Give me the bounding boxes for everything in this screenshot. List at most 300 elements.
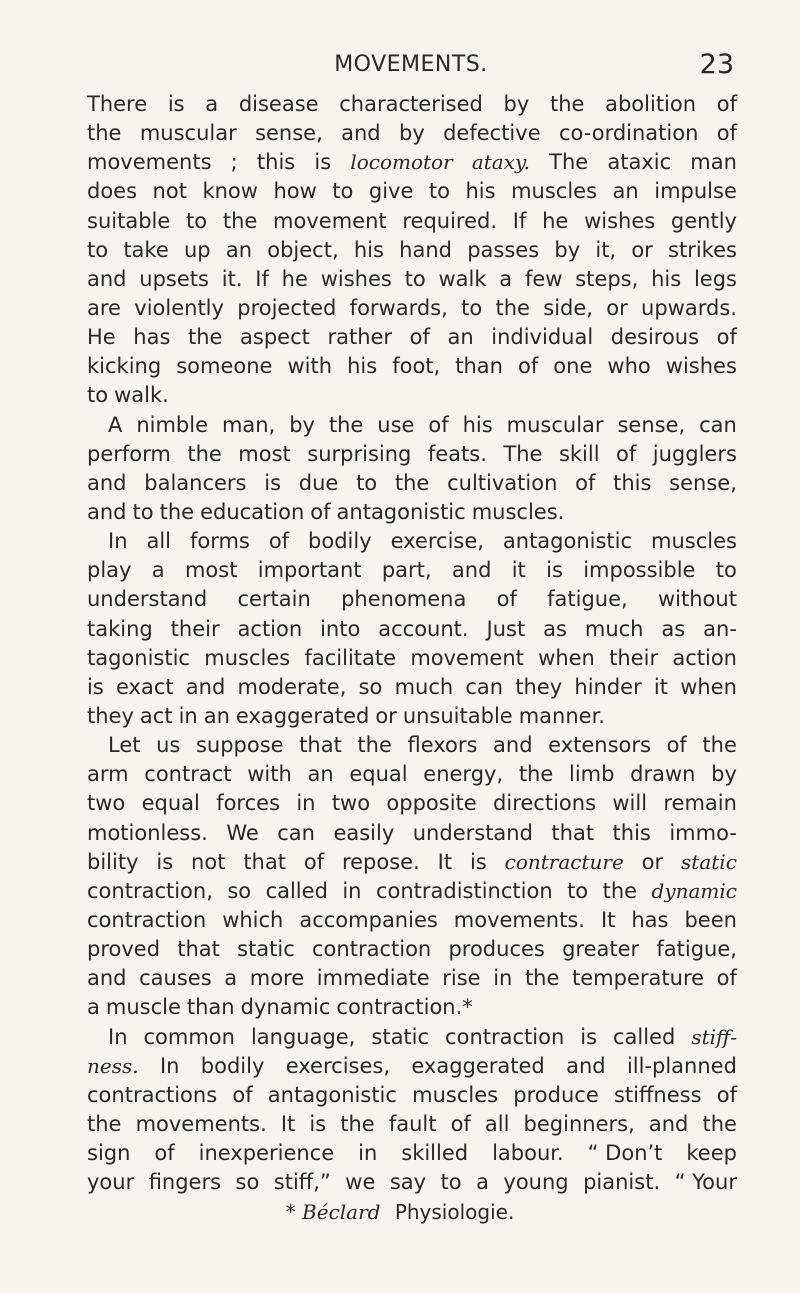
word: is <box>156 849 174 874</box>
word: sense, <box>669 470 737 495</box>
word: so <box>227 878 252 903</box>
word: required. <box>402 208 498 233</box>
word: use <box>377 412 415 437</box>
word: movements <box>87 150 212 175</box>
word: is <box>580 1024 598 1049</box>
word: to <box>356 470 378 495</box>
word: keep <box>686 1141 737 1166</box>
word: causes <box>139 966 212 991</box>
word: of <box>518 354 539 379</box>
word: a <box>224 966 238 991</box>
word: movement <box>273 208 387 233</box>
word: or <box>631 237 653 262</box>
word: to <box>404 266 426 291</box>
italic-word: ness. <box>87 1053 139 1078</box>
word: abolition <box>605 92 697 116</box>
word: walk. <box>114 383 169 408</box>
word: and <box>341 121 381 146</box>
word: contraction, <box>87 878 213 903</box>
word: how <box>273 179 317 204</box>
word: of <box>303 849 325 874</box>
word: strikes <box>668 237 737 262</box>
word: that <box>243 849 286 874</box>
word: upwards. <box>641 295 737 320</box>
word: of <box>428 412 449 437</box>
text-line <box>87 90 737 119</box>
word: Let <box>108 733 141 758</box>
word: the <box>394 470 430 495</box>
word: been <box>684 907 737 932</box>
word: a <box>499 266 513 291</box>
word: us <box>156 733 181 758</box>
word: due <box>298 470 339 495</box>
word: fatigue, <box>656 937 737 962</box>
word: inexperience <box>198 1141 335 1166</box>
word: the <box>702 733 737 758</box>
word: cultivation <box>447 470 558 495</box>
text-line <box>87 177 737 206</box>
word: individual <box>491 325 594 350</box>
word: contraction <box>445 1024 565 1049</box>
word: up <box>183 237 211 262</box>
text-line <box>87 381 737 410</box>
word: one <box>553 354 593 379</box>
word: the <box>524 966 560 991</box>
word: or <box>606 295 628 320</box>
word: his <box>465 179 496 204</box>
word: produces <box>448 937 545 962</box>
text-line <box>87 964 737 993</box>
text-line <box>87 265 737 294</box>
word: is <box>546 558 563 583</box>
word: In <box>108 1024 128 1049</box>
word: of <box>268 529 290 554</box>
word: contract <box>144 762 232 787</box>
word: hand <box>399 237 452 262</box>
word: to <box>461 295 483 320</box>
word: two <box>87 791 126 816</box>
word: sense, <box>617 412 686 437</box>
word: gently <box>670 208 737 233</box>
word: static <box>371 1024 430 1049</box>
word: immediate <box>316 966 430 991</box>
word: sense, <box>255 121 323 146</box>
word: the <box>188 325 223 350</box>
text-line <box>87 789 737 818</box>
word: of <box>716 1082 737 1107</box>
word: action <box>672 645 737 670</box>
word: movements. <box>453 907 585 932</box>
word: kicking <box>87 354 162 379</box>
word: someone <box>176 354 273 379</box>
word: a <box>476 1170 489 1195</box>
word: In <box>159 1053 180 1078</box>
word: jugglers <box>652 441 737 466</box>
word: this <box>612 820 651 845</box>
word: know <box>202 179 258 204</box>
text-line <box>87 1023 737 1052</box>
word: rise <box>442 966 481 991</box>
word: feats. <box>427 441 487 466</box>
word: bodily <box>308 529 372 554</box>
word: If <box>512 208 527 233</box>
word: in <box>296 791 316 816</box>
word: can <box>699 412 737 437</box>
text-line <box>87 1110 737 1139</box>
word: in <box>178 703 198 728</box>
word: called <box>613 1024 676 1049</box>
text-line <box>87 731 737 760</box>
word: rather <box>327 325 393 350</box>
word: of <box>716 966 737 991</box>
word: wishes <box>665 354 737 379</box>
word: are <box>87 295 121 320</box>
word: of <box>616 441 637 466</box>
word: in <box>358 1141 378 1166</box>
text-line <box>87 644 737 673</box>
word: the <box>340 1111 375 1136</box>
word: muscles <box>511 179 598 204</box>
word: movements. <box>135 1111 267 1136</box>
word: surprising <box>307 441 412 466</box>
word: is <box>87 674 104 699</box>
word: and <box>566 1053 606 1078</box>
word: education <box>200 499 305 524</box>
word: called <box>265 878 328 903</box>
word: “ Your <box>674 1170 737 1195</box>
word: If <box>255 266 269 291</box>
word: A <box>108 412 123 437</box>
word: that <box>177 937 220 962</box>
word: as <box>661 616 686 641</box>
word: the <box>187 441 222 466</box>
word: of <box>310 499 331 524</box>
page-header <box>88 48 734 82</box>
word: most <box>238 441 291 466</box>
word: the <box>87 1111 122 1136</box>
italic-word: dynamic <box>651 878 737 903</box>
word: hinder <box>574 674 642 699</box>
word: than <box>186 995 235 1020</box>
word: so <box>358 674 383 699</box>
word: his <box>353 237 384 262</box>
word: an <box>612 179 639 204</box>
word: It <box>437 849 453 874</box>
word: He <box>87 325 116 350</box>
word: by <box>711 762 737 787</box>
word: an <box>307 762 334 787</box>
word: desirous <box>610 325 700 350</box>
footnote <box>0 1200 800 1224</box>
word: his <box>462 412 493 437</box>
word: man <box>690 150 737 175</box>
word: drawn <box>630 762 696 787</box>
word: projected <box>237 295 337 320</box>
word: moderate, <box>237 674 347 699</box>
word: wishes <box>320 266 392 291</box>
word: to <box>715 558 737 583</box>
word: co-ordination <box>558 121 699 146</box>
word: in <box>342 878 362 903</box>
word: and <box>87 499 127 524</box>
word: this <box>613 470 652 495</box>
text-line <box>87 702 737 731</box>
word: exercise, <box>390 529 484 554</box>
word: to <box>87 383 109 408</box>
word: violently <box>134 295 224 320</box>
word: immo- <box>669 820 737 845</box>
word: young <box>503 1170 569 1195</box>
word: more <box>249 966 305 991</box>
word: phenomena <box>341 587 467 612</box>
word: ill-planned <box>626 1053 737 1078</box>
word: muscular <box>139 121 237 146</box>
word: so <box>235 1170 260 1195</box>
word: muscle <box>105 995 181 1020</box>
italic-word: stiff- <box>691 1024 737 1049</box>
text-line <box>87 877 737 906</box>
word: fatigue, <box>547 587 628 612</box>
word: few <box>524 266 563 291</box>
text-line <box>87 411 737 440</box>
word: or <box>641 849 664 874</box>
word: legs <box>693 266 737 291</box>
word: say <box>389 1170 427 1195</box>
word: an <box>203 703 230 728</box>
word: muscles <box>412 1082 499 1107</box>
word: with <box>247 762 292 787</box>
text-line <box>87 1139 737 1168</box>
word: of <box>716 92 737 116</box>
word: movement <box>410 645 524 670</box>
word: greater <box>562 937 640 962</box>
word: in <box>493 966 513 991</box>
word: the <box>357 733 392 758</box>
text-line <box>87 294 737 323</box>
word: we <box>345 1170 376 1195</box>
word: will <box>612 791 648 816</box>
text-line <box>87 615 737 644</box>
word: understand <box>87 587 208 612</box>
footnote-author: Béclard <box>302 1200 381 1224</box>
word: their <box>170 616 220 641</box>
word: is <box>314 150 332 175</box>
word: forms <box>189 529 250 554</box>
word: act <box>139 703 173 728</box>
word: the <box>87 121 122 146</box>
word: to <box>132 499 154 524</box>
word: “ Don’t <box>587 1141 663 1166</box>
word: into <box>320 616 361 641</box>
word: they <box>515 674 563 699</box>
word: to <box>440 1170 462 1195</box>
word: Just <box>486 616 526 641</box>
word: of <box>716 121 737 146</box>
word: has <box>631 907 669 932</box>
word: contradistinction <box>375 878 553 903</box>
word: is <box>264 470 282 495</box>
word: dynamic <box>240 995 331 1020</box>
word: of <box>154 1141 175 1166</box>
italic-word: static <box>681 849 737 874</box>
text-line <box>87 119 737 148</box>
word: It <box>280 1111 296 1136</box>
word: muscular <box>506 412 604 437</box>
word: antagonistic <box>267 1082 397 1107</box>
word: extensors <box>548 733 651 758</box>
word: most <box>184 558 238 583</box>
word: static <box>237 937 295 962</box>
word: when <box>680 674 737 699</box>
word: to <box>567 878 589 903</box>
word: to <box>87 237 109 262</box>
word: the <box>518 762 554 787</box>
word: and <box>87 966 127 991</box>
word: bility <box>87 849 139 874</box>
italic-word: locomotor <box>350 150 453 175</box>
word: flexors <box>407 733 478 758</box>
word: produce <box>513 1082 599 1107</box>
word: man, <box>221 412 276 437</box>
word: equal <box>141 791 200 816</box>
word: directions <box>493 791 597 816</box>
word: it <box>511 558 526 583</box>
text-line <box>87 1081 737 1110</box>
word: muscles <box>651 529 737 554</box>
word: all <box>146 529 172 554</box>
word: defective <box>443 121 541 146</box>
word: forwards, <box>349 295 448 320</box>
word: and <box>185 674 226 699</box>
text-line <box>87 819 737 848</box>
body-text <box>87 90 737 1197</box>
word: remain <box>663 791 737 816</box>
word: two <box>331 791 371 816</box>
word: his <box>347 354 378 379</box>
word: that <box>551 820 595 845</box>
word: who <box>607 354 651 379</box>
word: exaggerated <box>411 1053 545 1078</box>
word: it <box>653 674 668 699</box>
word: It <box>600 907 616 932</box>
word: of <box>666 733 687 758</box>
word: not <box>152 179 187 204</box>
word: characterised <box>339 92 483 116</box>
word: understand <box>412 820 533 845</box>
word: impossible <box>583 558 696 583</box>
word: antagonistic <box>502 529 633 554</box>
text-line <box>87 207 737 236</box>
word: can <box>465 674 504 699</box>
word: energy, <box>423 762 504 787</box>
word: walk <box>438 266 487 291</box>
word: part, <box>381 558 432 583</box>
word: the <box>702 1111 737 1136</box>
word: language, <box>250 1024 356 1049</box>
word: impulse <box>654 179 737 204</box>
word: and <box>648 1111 689 1136</box>
word: it. <box>221 266 243 291</box>
word: taking <box>87 616 153 641</box>
word: aspect <box>240 325 310 350</box>
word: he <box>281 266 308 291</box>
word: contractions <box>87 1082 218 1107</box>
word: certain <box>237 587 311 612</box>
word: is <box>167 92 185 116</box>
word: a <box>205 92 219 116</box>
word: without <box>657 587 737 612</box>
word: with <box>287 354 333 379</box>
word: the <box>549 92 585 116</box>
text-line <box>87 585 737 614</box>
word: by <box>503 92 530 116</box>
word: account. <box>378 616 469 641</box>
word: bodily <box>200 1053 265 1078</box>
word: nimble <box>136 412 208 437</box>
word: arm <box>87 762 129 787</box>
word: There <box>87 92 148 116</box>
text-line <box>87 148 737 177</box>
word: exaggerated <box>235 703 370 728</box>
text-line <box>87 760 737 789</box>
word: by <box>289 412 315 437</box>
word: perform <box>87 441 171 466</box>
word: exercises, <box>285 1053 391 1078</box>
word: suitable <box>87 208 171 233</box>
word: upsets <box>139 266 209 291</box>
word: opposite <box>386 791 477 816</box>
word: action <box>237 616 303 641</box>
word: of <box>716 325 737 350</box>
word: ataxic <box>607 150 672 175</box>
word: an <box>447 325 474 350</box>
word: a <box>151 558 165 583</box>
word: wishes <box>584 208 656 233</box>
word: much <box>394 674 454 699</box>
word: and <box>493 733 533 758</box>
word: of <box>450 1111 471 1136</box>
text-line <box>87 906 737 935</box>
word: all <box>484 1111 510 1136</box>
word: it, <box>595 237 617 262</box>
word: the <box>159 499 195 524</box>
word: common <box>143 1024 235 1049</box>
word: repose. <box>341 849 420 874</box>
word: sign <box>87 1141 131 1166</box>
footnote-marker: * <box>285 1200 296 1224</box>
word: tagonistic <box>87 645 190 670</box>
word: facilitate <box>304 645 397 670</box>
page-number: 23 <box>699 49 734 80</box>
word: your <box>87 1170 135 1195</box>
word: important <box>257 558 362 583</box>
word: stiff,” <box>273 1170 331 1195</box>
word: of <box>232 1082 253 1107</box>
text-line <box>87 236 737 265</box>
word: accompanies <box>299 907 438 932</box>
word: of <box>575 470 596 495</box>
word: contraction <box>87 907 207 932</box>
text-line <box>87 848 737 877</box>
word: that <box>299 733 342 758</box>
word: labour. <box>492 1141 564 1166</box>
word: We <box>226 820 259 845</box>
word: contraction <box>312 937 432 962</box>
word: The <box>503 441 543 466</box>
text-line <box>87 469 737 498</box>
word: In <box>108 529 128 554</box>
word: the <box>602 878 638 903</box>
